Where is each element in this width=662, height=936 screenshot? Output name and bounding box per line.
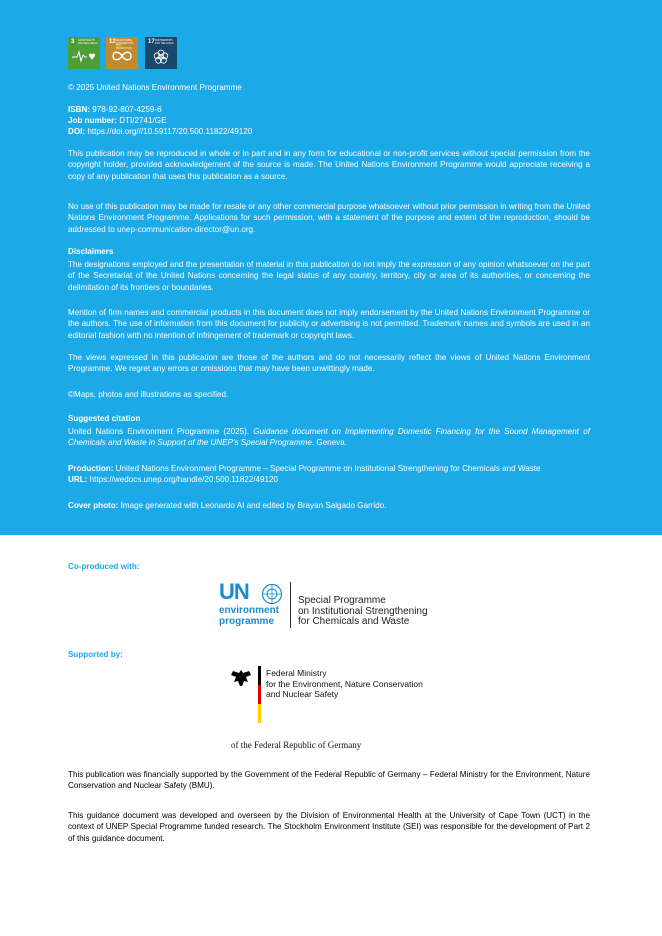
cover-photo-line: Cover photo: Image generated with Leonardo AI and edited by Brayan Salgado Garrido. [68, 501, 387, 510]
ministry-name: Federal Ministry for the Environment, Nature Conservation and Nuclear Safety [266, 668, 423, 699]
supported-by-label: Supported by: [68, 650, 123, 659]
unep-special-programme-logo [219, 581, 444, 631]
copyright-line: © 2025 United Nations Environment Programme [68, 83, 242, 92]
reproduction-paragraph: This publication may be reproduced in whole or in part and in any form for educational or non-profit services without special permission from the copyright holder, provided acknowledgement of the source is made. The United Nations Environment Programme would appreciate receiving a copy of any publication that uses this publication as a source. [68, 149, 590, 181]
doi-line: DOI: https://doi.org///10.59117/20.500.11822/49120 [68, 127, 253, 136]
views-paragraph: The views expressed in this publication are those of the authors and do not necessarily reflect the views of United Nations Environment Programme. We regret any errors or omissions that may have been unwittingly made. [68, 353, 590, 374]
firm-names-paragraph: Mention of firm names and commercial products in this document does not imply endorsement by the United Nations Environment Programme or the authors. The use of information from this document for publicity or advertising is not permitted. Trademark names and symbols are used in an editorial fashion with no intention of infringement of trademark or copyright laws. [68, 308, 590, 340]
sdg-12-badge: 12 RESPONSIBLE CONSUMPTION AND PRODUCTION [106, 37, 138, 69]
funding-paragraph: This publication was financially supported by the Government of the Federal Republic of Germany – Federal Ministry for the Environment, Nature Conservation and Nuclear Safety (BMU). [68, 770, 590, 791]
job-number-line: Job number: DTI/2741/GE [68, 116, 167, 125]
logo-divider [290, 582, 291, 628]
doi-link[interactable]: https://doi.org///10.59117/20.500.11822/49120 [87, 127, 253, 136]
special-programme-text: Special Programme on Institutional Strengthening for Chemicals and Waste [298, 595, 428, 627]
co-produced-label: Co-produced with: [68, 562, 140, 571]
isbn-line: ISBN: 978-92-807-4259-6 [68, 105, 162, 114]
environment-word: environment [219, 605, 280, 616]
citation-text: United Nations Environment Programme (2025). Guidance document on Implementing Domestic Financing for the Sound Management of Chemicals and Waste in Support of the UNEP's Special Programme. Geneva. [68, 427, 590, 448]
bmu-logo [229, 666, 434, 753]
un-wordmark: UN [219, 579, 249, 604]
infinity-icon [110, 49, 134, 63]
partnership-flower-icon [149, 49, 173, 65]
url-link[interactable]: https://wedocs.unep.org/handle/20.500.11822/49120 [89, 475, 278, 484]
federal-republic-line: of the Federal Republic of Germany [231, 740, 362, 750]
federal-eagle-icon [229, 668, 253, 688]
url-line: URL: https://wedocs.unep.org/handle/20.500.11822/49120 [68, 475, 278, 484]
heartbeat-icon [72, 49, 96, 63]
flag-stripe-gold [258, 704, 261, 723]
programme-word: programme [219, 616, 275, 627]
flag-stripe-red [258, 685, 261, 704]
resale-paragraph: No use of this publication may be made for resale or any other commercial purpose whatsoever without prior permission in writing from the United Nations Environment Programme. Applications for such permission, with a statement of the purpose and extent of the reproduction, should be addressed to unep-communication-director@un.org. [68, 202, 590, 234]
sdg-3-badge: 3 GOOD HEALTH AND WELL-BEING [68, 37, 100, 69]
maps-paragraph: ©Maps, photos and illustrations as specified. [68, 390, 229, 399]
disclaimers-heading: Disclaimers [68, 247, 114, 256]
un-emblem-icon [261, 583, 283, 605]
guidance-paragraph: This guidance document was developed and overseen by the Division of Environmental Health at the University of Cape Town (UCT) in the context of UNEP Special Programme funded research. The Stockholm Environment Institute (SEI) was responsible for the development of Part 2 of this guidance document. [68, 811, 590, 843]
sdg-17-badge: 17 PARTNERSHIPS FOR THE GOALS [145, 37, 177, 69]
production-line: Production: United Nations Environment Programme – Special Programme on Institutional Strengthening for Chemicals and Waste [68, 464, 541, 473]
flag-stripe-black [258, 666, 261, 685]
designations-paragraph: The designations employed and the presentation of material in this publication do not imply the expression of any opinion whatsoever on the part of the Secretariat of the United Nations concerning the legal status of any country, territory, city or area of its authorities, or concerning the delimitation of its frontiers or boundaries. [68, 260, 590, 292]
citation-heading: Suggested citation [68, 414, 141, 423]
